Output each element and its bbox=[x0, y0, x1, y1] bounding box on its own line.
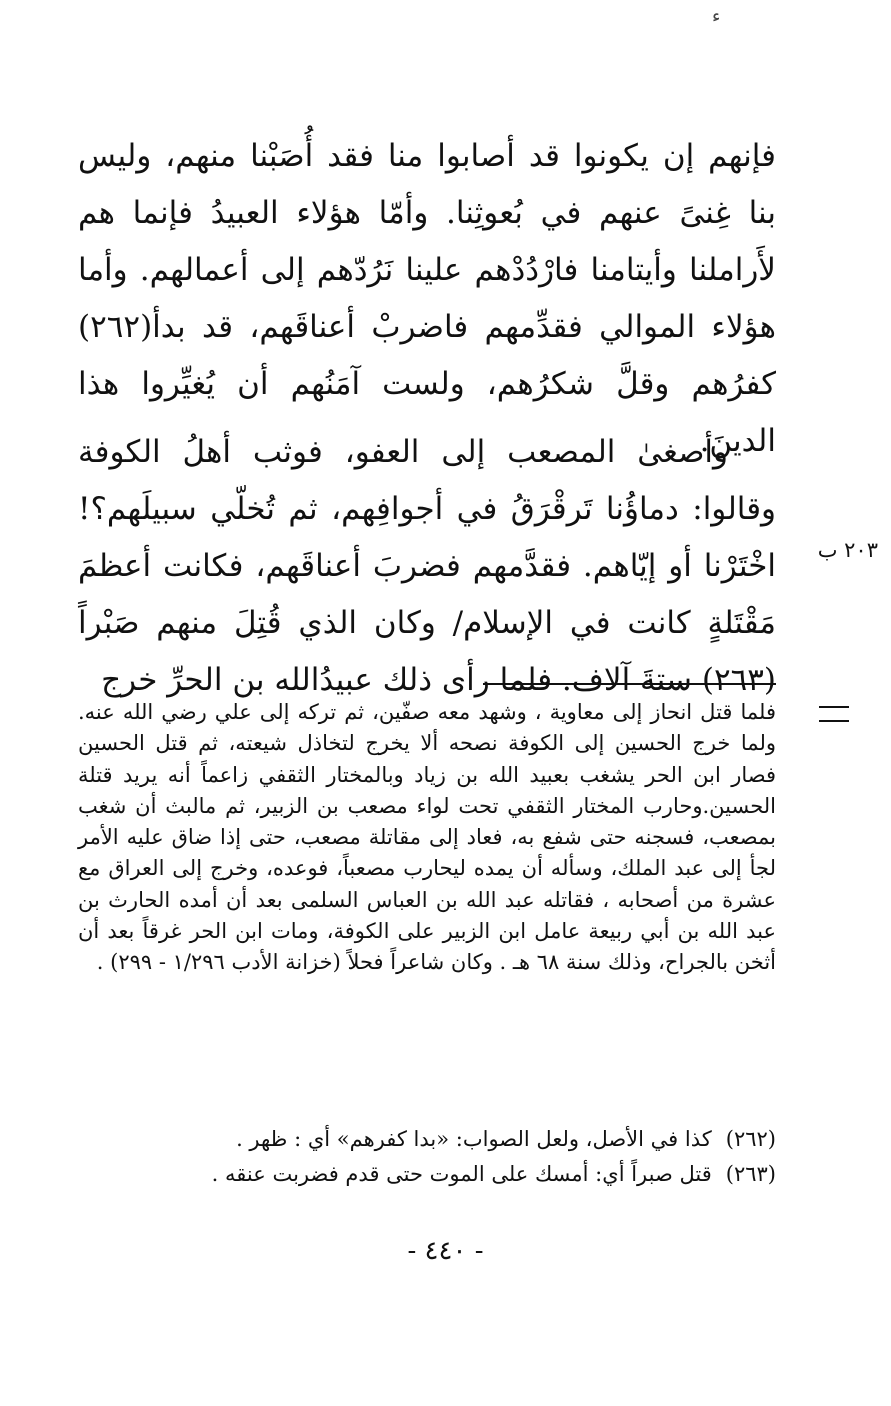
top-mark: ء bbox=[712, 6, 721, 27]
main-paragraph-2 bbox=[78, 424, 776, 709]
footnote-item bbox=[78, 1157, 776, 1192]
footnote-separator bbox=[483, 683, 776, 685]
main-paragraph-2-text: وأصغىٰ المصعب إلى العفو، فوثب أهلُ الكوفة وقالوا: دماؤُنا تَرقْرَقُ في أجوافِهم، ثم تُخلّي سبيلَهم؟! اخْتَرْنا أو إيّاهم. فقدَّمهم فضربَ أعناقَهم، فكانت أعظمَ مَقْتَلةٍ كانت في الإسلام/ وكان الذي قُتِلَ منهم صَبْراً (٢٦٣) ستةَ آلاف. فلما رأى ذلك عبيدُالله بن الحرِّ خرج bbox=[78, 434, 776, 698]
continuation-equals-icon bbox=[819, 706, 849, 722]
footnote-number: (٢٦٢) bbox=[725, 1127, 776, 1151]
footnote-list bbox=[78, 1122, 776, 1192]
footnote-continuation: فلما قتل انحاز إلى معاوية ، وشهد معه صفّين، ثم تركه إلى علي رضي الله عنه. ولما خرج الحسين إلى الكوفة نصحه ألا يخرج لتخاذل شيعته، ثم قتل الحسين فصار ابن الحر يشغب بعبيد الله بن زياد وبالمختار الثقفي زاعماً أنه يريد قتلة الحسين.وحارب المختار الثقفي تحت لواء مصعب بن الزبير، ثم مالبث أن شغب بمصعب، فسجنه حتى شفع به، فعاد إلى مقاتلة مصعب، حتى إذا ضاق عليه الأمر لجأ إلى عبد الملك، وسأله أن يمده ليحارب مصعباً، فوعده، وخرج إلى العراق مع عشرة من أصحابه ، فقاتله عبد الله بن العباس السلمى بعد أن أمده الحارث بن عبد الله بن أبي ربيعة عامل ابن الزبير على الكوفة، ومات ابن الحر غرقاً بعد أن أثخن بالجراح، وذلك سنة ٦٨ هـ . وكان شاعراً فحلاً (خزانة الأدب ١/٢٩٦ - ٢٩٩) . bbox=[78, 700, 776, 975]
margin-folio-note: ٢٠٣ ب bbox=[817, 538, 878, 562]
footnote-text: كذا في الأصل، ولعل الصواب: «بدا كفرهم» أي : ظهر . bbox=[236, 1127, 712, 1151]
footnote-item bbox=[78, 1122, 776, 1157]
footnote-number: (٢٦٣) bbox=[725, 1162, 776, 1186]
footnote-text: قتل صبراً أي: أمسك على الموت حتى قدم فضربت عنقه . bbox=[211, 1162, 712, 1186]
main-paragraph-1: فإنهم إن يكونوا قد أصابوا منا فقد أُصَبْنا منهم، وليس بنا غِنىً عنهم في بُعوثِنا. وأمّا هؤلاء العبيدُ فإنما هم لأَراملنا وأيتامنا فارْدُدْهم علينا نَرُدّهم إلى أعمالهم. وأما هؤلاء الموالي فقدِّمهم فاضربْ أعناقَهم، قد بدأ(٢٦٢) كفرُهم وقلَّ شكرُهم، ولست آمَنُهم أن يُغيِّروا هذا الدينَ. bbox=[78, 138, 776, 459]
page-number: - ٤٤٠ - bbox=[407, 1236, 484, 1266]
